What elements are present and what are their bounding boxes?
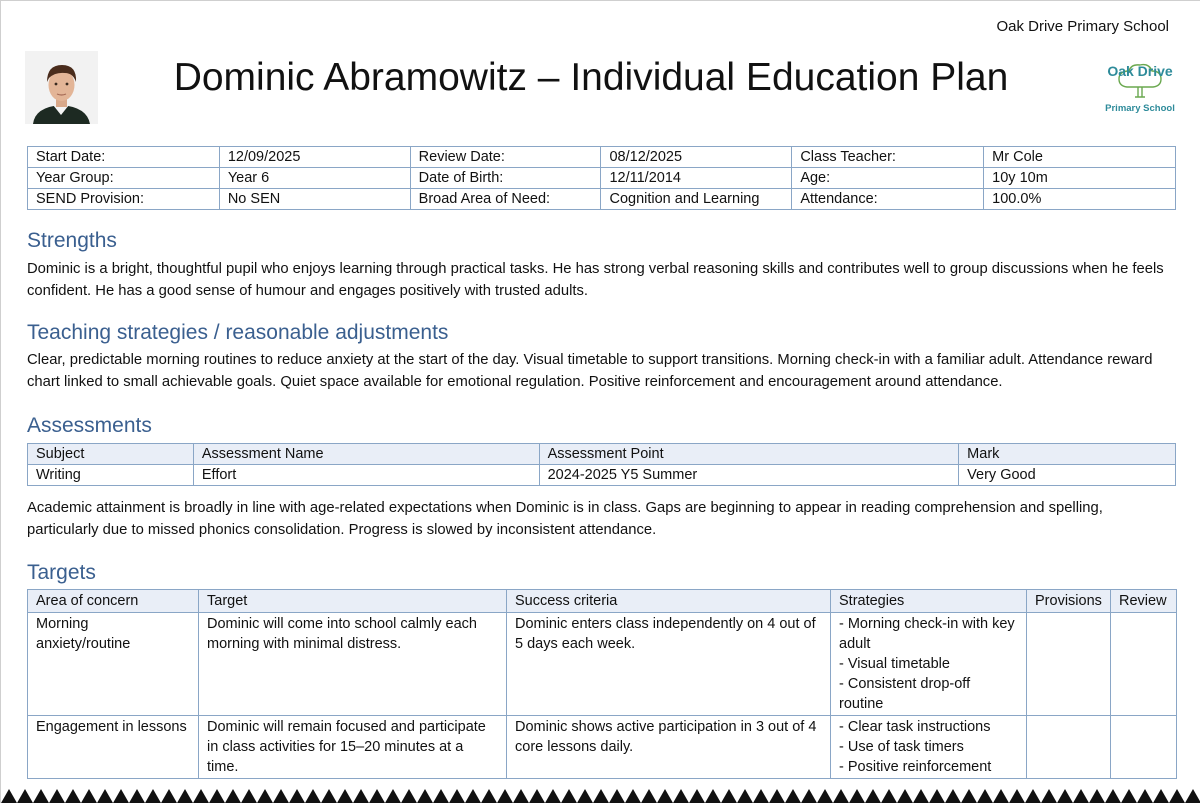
page-title: Dominic Abramowitz – Individual Education Plan: [173, 56, 1009, 99]
info-row: [28, 168, 1176, 189]
info-row: [28, 189, 1176, 210]
assessments-note: Academic attainment is broadly in line with age-related expectations when Dominic is in class. Gaps are beginning to appear in reading comprehension and spelling, particularly due to missed phonics consolidation. Progress is slowed by inconsistent attendance.: [27, 500, 1103, 538]
info-label: Date of Birth:: [410, 168, 601, 189]
school-logo: [1099, 53, 1181, 115]
strategy-item: - Morning check-in with key adult: [839, 616, 1015, 652]
assessments-table: [27, 443, 1176, 486]
logo-text-top: Oak Drive: [1107, 63, 1173, 79]
info-value: Year 6: [219, 168, 410, 189]
info-value: 100.0%: [984, 189, 1176, 210]
info-value: 10y 10m: [984, 168, 1176, 189]
table-header-row: [28, 444, 1176, 465]
column-header: Target: [199, 590, 507, 613]
strengths-text: Dominic is a bright, thoughtful pupil who enjoys learning through practical tasks. He has strong verbal reasoning skills and contributes well to group discussions when he feels confident. He has a good sense of humour and engages positively with trusted adults.: [27, 261, 1164, 299]
column-header: Subject: [28, 444, 194, 465]
info-label: Age:: [792, 168, 984, 189]
targets-table: [27, 589, 1177, 779]
target-text: Dominic will come into school calmly each morning with minimal distress.: [199, 613, 507, 716]
target-area: Engagement in lessons: [28, 716, 199, 779]
torn-page-edge: [1, 783, 1200, 803]
school-name: Oak Drive Primary School: [996, 18, 1169, 35]
target-area: [28, 613, 199, 716]
assessment-point: 2024-2025 Y5 Summer: [539, 465, 959, 486]
info-value: No SEN: [219, 189, 410, 210]
target-review: [1111, 613, 1177, 716]
info-label: Attendance:: [792, 189, 984, 210]
info-label: SEND Provision:: [28, 189, 220, 210]
info-label: Year Group:: [28, 168, 220, 189]
strategy-item: - Visual timetable: [839, 656, 950, 672]
target-strategies: [831, 716, 1027, 779]
strategy-item: - Clear task instructions: [839, 719, 991, 735]
info-row: [28, 147, 1176, 168]
assessment-subject: Writing: [28, 465, 194, 486]
target-strategies: [831, 613, 1027, 716]
target-success: Dominic enters class independently on 4 out of 5 days each week.: [507, 613, 831, 716]
info-label: Start Date:: [28, 147, 220, 168]
info-value: 12/11/2014: [601, 168, 792, 189]
strategy-item: - Use of task timers: [839, 739, 964, 755]
table-row: [28, 613, 1177, 716]
info-label: Broad Area of Need:: [410, 189, 601, 210]
assessments-heading: Assessments: [27, 414, 152, 437]
assessment-name: Effort: [193, 465, 539, 486]
target-provisions: [1027, 613, 1111, 716]
target-review: [1111, 716, 1177, 779]
column-header: Strategies: [831, 590, 1027, 613]
info-value: 08/12/2025: [601, 147, 792, 168]
column-header: Review: [1111, 590, 1177, 613]
column-header: Assessment Point: [539, 444, 959, 465]
column-header: Assessment Name: [193, 444, 539, 465]
target-text: Dominic will remain focused and participate in class activities for 15–20 minutes at a time.: [199, 716, 507, 779]
column-header: Area of concern: [28, 590, 199, 613]
logo-text-bottom: Primary School: [1105, 103, 1175, 114]
strategies-text: Clear, predictable morning routines to reduce anxiety at the start of the day. Visual timetable to support transitions. Morning check-in with a familiar adult. Attendance reward chart linked to small achievable goals. Quiet space available for emotional regulation. Positive reinforcement and encouragement around attendance.: [27, 352, 1153, 390]
strengths-heading: Strengths: [27, 229, 117, 252]
info-value: Mr Cole: [984, 147, 1176, 168]
info-value: 12/09/2025: [219, 147, 410, 168]
target-area-text: Morning anxiety/routine: [36, 616, 131, 652]
strategies-heading: Teaching strategies / reasonable adjustments: [27, 321, 449, 344]
column-header: Mark: [959, 444, 1176, 465]
pupil-info-table: [27, 146, 1176, 210]
info-value: Cognition and Learning: [601, 189, 792, 210]
target-provisions: [1027, 716, 1111, 779]
table-header-row: [28, 590, 1177, 613]
assessment-mark: Very Good: [959, 465, 1176, 486]
targets-heading: Targets: [27, 561, 96, 584]
target-success: Dominic shows active participation in 3 out of 4 core lessons daily.: [507, 716, 831, 779]
info-label: Class Teacher:: [792, 147, 984, 168]
table-row: [28, 465, 1176, 486]
table-row: [28, 716, 1177, 779]
strategy-item: - Consistent drop-off routine: [839, 676, 971, 712]
pupil-photo: [25, 51, 98, 124]
strategy-item: - Positive reinforcement: [839, 759, 992, 775]
info-label: Review Date:: [410, 147, 601, 168]
column-header: Success criteria: [507, 590, 831, 613]
column-header: Provisions: [1027, 590, 1111, 613]
